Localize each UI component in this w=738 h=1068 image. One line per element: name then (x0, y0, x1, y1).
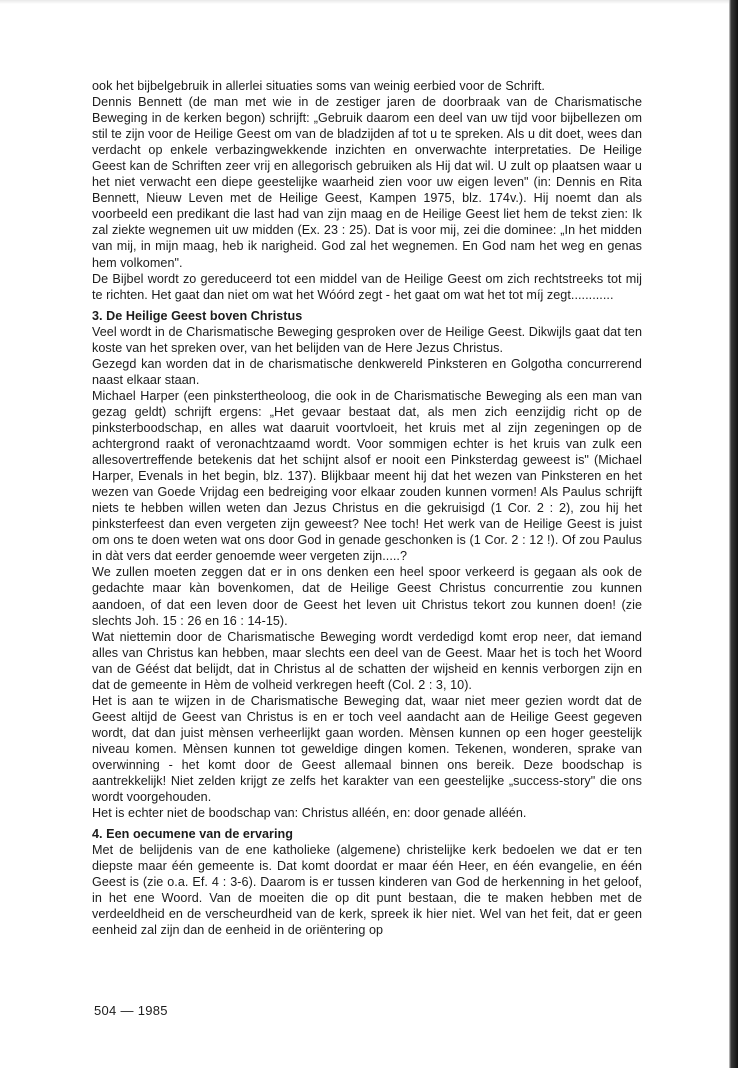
paragraph-s3-7: Het is echter niet de boodschap van: Christus alléén, en: door genade alléén. (92, 806, 527, 821)
paragraph-s3-6: Het is aan te wijzen in de Charismatische Beweging dat, waar niet meer gezien wordt dat de Geest altijd de Geest van Christus is en er toch veel aandacht aan de Heilige Geest gegeven wordt, dat dan juist mènsen verheerlijkt gaan worden. Mènsen kunnen op een hoger geestelijk niveau komen. Mènsen kunnen tot geweldige dingen komen. Tekenen, wonderen, sprake van overwinning - het komt door de Geest allemaal binnen ons bereik. Deze boodschap is aantrekkelijk! Niet zelden krijgt ze zelfs het karakter van een geestelijke „success-story" die ons wordt voorgehouden. (92, 693, 642, 805)
scan-edge-right (729, 0, 738, 1068)
section-3-heading: 3. De Heilige Geest boven Christus (92, 308, 303, 323)
page-number: 504 — 1985 (94, 1003, 168, 1018)
paragraph-intro-bijbel: De Bijbel wordt zo gereduceerd tot een middel van de Heilige Geest om zich rechtstreeks tot mij te richten. Het gaat dan niet om wat het Wóórd zegt - het gaat om wat het tot míj zegt............ (92, 271, 642, 302)
page-text (92, 78, 642, 938)
paragraph-s3-5: Wat niettemin door de Charismatische Beweging wordt verdedigd komt erop neer, dat iemand alles van Christus kan hebben, maar slechts een deel van de Geest. Maar het is toch het Woord van de Géést dat belijdt, dat in Christus al de schatten der wijsheid en kennis verborgen zijn en dat de gemeente in Hèm de volheid verkregen heeft (Col. 2 : 3, 10). (92, 629, 642, 692)
paragraph-s3-2: Gezegd kan worden dat in de charismatische denkwereld Pinksteren en Golgotha concurrerend naast elkaar staan. (92, 356, 642, 387)
paragraph-s3-1: Veel wordt in de Charismatische Beweging gesproken over de Heilige Geest. Dikwijls gaat dat ten koste van het spreken over, van het belijden van de Here Jezus Christus. (92, 324, 642, 355)
paragraph-s4-1: Met de belijdenis van de ene katholieke (algemene) christelijke kerk bedoelen we dat er ten diepste maar één gemeente is. Dat komt doordat er maar één Heer, en één evangelie, en één Geest is (zie o.a. Ef. 4 : 3-6). Daarom is er tussen kinderen van God de herkenning in het geloof, in het ene Woord. Van de moeiten die op dit punt bestaan, die te maken hebben met de verdeeldheid en de verscheurdheid van de kerk, spreek ik hier niet. Wel van het feit, dat er geen eenheid zal zijn dan de eenheid in de oriëntering op (92, 843, 642, 938)
paragraph-s3-3: Michael Harper (een pinkstertheoloog, die ook in de Charismatische Beweging als een man van gezag geldt) schrijft ergens: „Het gevaar bestaat dat, als men zich eenzijdig richt op de pinksterboodschap, en alles wat daaruit voortvloeit, het kruis met al zijn zegeningen op de achtergrond raakt of veronachtzaamd wordt. Voor sommigen echter is het kruis van zulk een allesovertreffende betekenis dat het schijnt alsof er nooit een Pinksterdag geweest is" (Michael Harper, Evenals in het begin, blz. 137). Blijkbaar meent hij dat het wezen van Pinksteren en het wezen van Goede Vrijdag een bedreiging voor elkaar zouden kunnen vormen! Als Paulus schrijft niets te hebben willen weten dan Jezus Christus en die gekruisigd (1 Cor. 2 : 2), zou hij het pinksterfeest dan even vergeten zijn geweest? Nee toch! Het werk van de Heilige Geest is juist om ons te doen weten wat ons door God in genade geschonken is (1 Cor. 2 : 12 !). Of zou Paulus in dàt vers dat eerder genoemde weer vergeten zijn.....? (92, 388, 642, 564)
paragraph-intro-bennett: Dennis Bennett (de man met wie in de zestiger jaren de doorbraak van de Charismatische Beweging in de kerken begon) schrijft: „Gebruik daarom een deel van uw tijd voor bijbellezen om stil te zijn voor de Heilige Geest om van de bladzijden af tot u te spreken. Als u dit doet, wees dan verdacht op enkele verbazingwekkende inzichten en onverwachte interpretaties. De Heilige Geest kan de Schriften zeer vrij en allegorisch gebruiken als Hij dat wil. U zult op plaatsen waar u het niet verwacht een diepe geestelijke waarheid zien voor uw eigen leven" (in: Dennis en Rita Bennett, Nieuw Leven met de Heilige Geest, Kampen 1975, blz. 174v.). Hij noemt dan als voorbeeld een predikant die last had van zijn maag en de Heilige Geest liet hem de tekst zien: Ik zal ziekte wegnemen uit uw midden (Ex. 23 : 25). Dat is voor mij, zei die dominee: „In het midden van mij, in mijn maag, heb ik narigheid. God zal het wegnemen. En God nam het weg en genas hem volkomen". (92, 95, 642, 270)
scan-edge-top (0, 0, 738, 4)
section-4-heading: 4. Een oecumene van de ervaring (92, 827, 294, 842)
paragraph-intro-1: ook het bijbelgebruik in allerlei situaties soms van weinig eerbied voor de Schrift. (92, 79, 545, 93)
paragraph-s3-4: We zullen moeten zeggen dat er in ons denken een heel spoor verkeerd is gegaan als ook de gedachte maar kàn bovenkomen, dat de Heilige Geest Christus concurrentie zou kunnen aandoen, of dat een leven door de Geest het leven uit Christus tekort zou kunnen doen! (zie slechts Joh. 15 : 26 en 16 : 14-15). (92, 565, 642, 628)
